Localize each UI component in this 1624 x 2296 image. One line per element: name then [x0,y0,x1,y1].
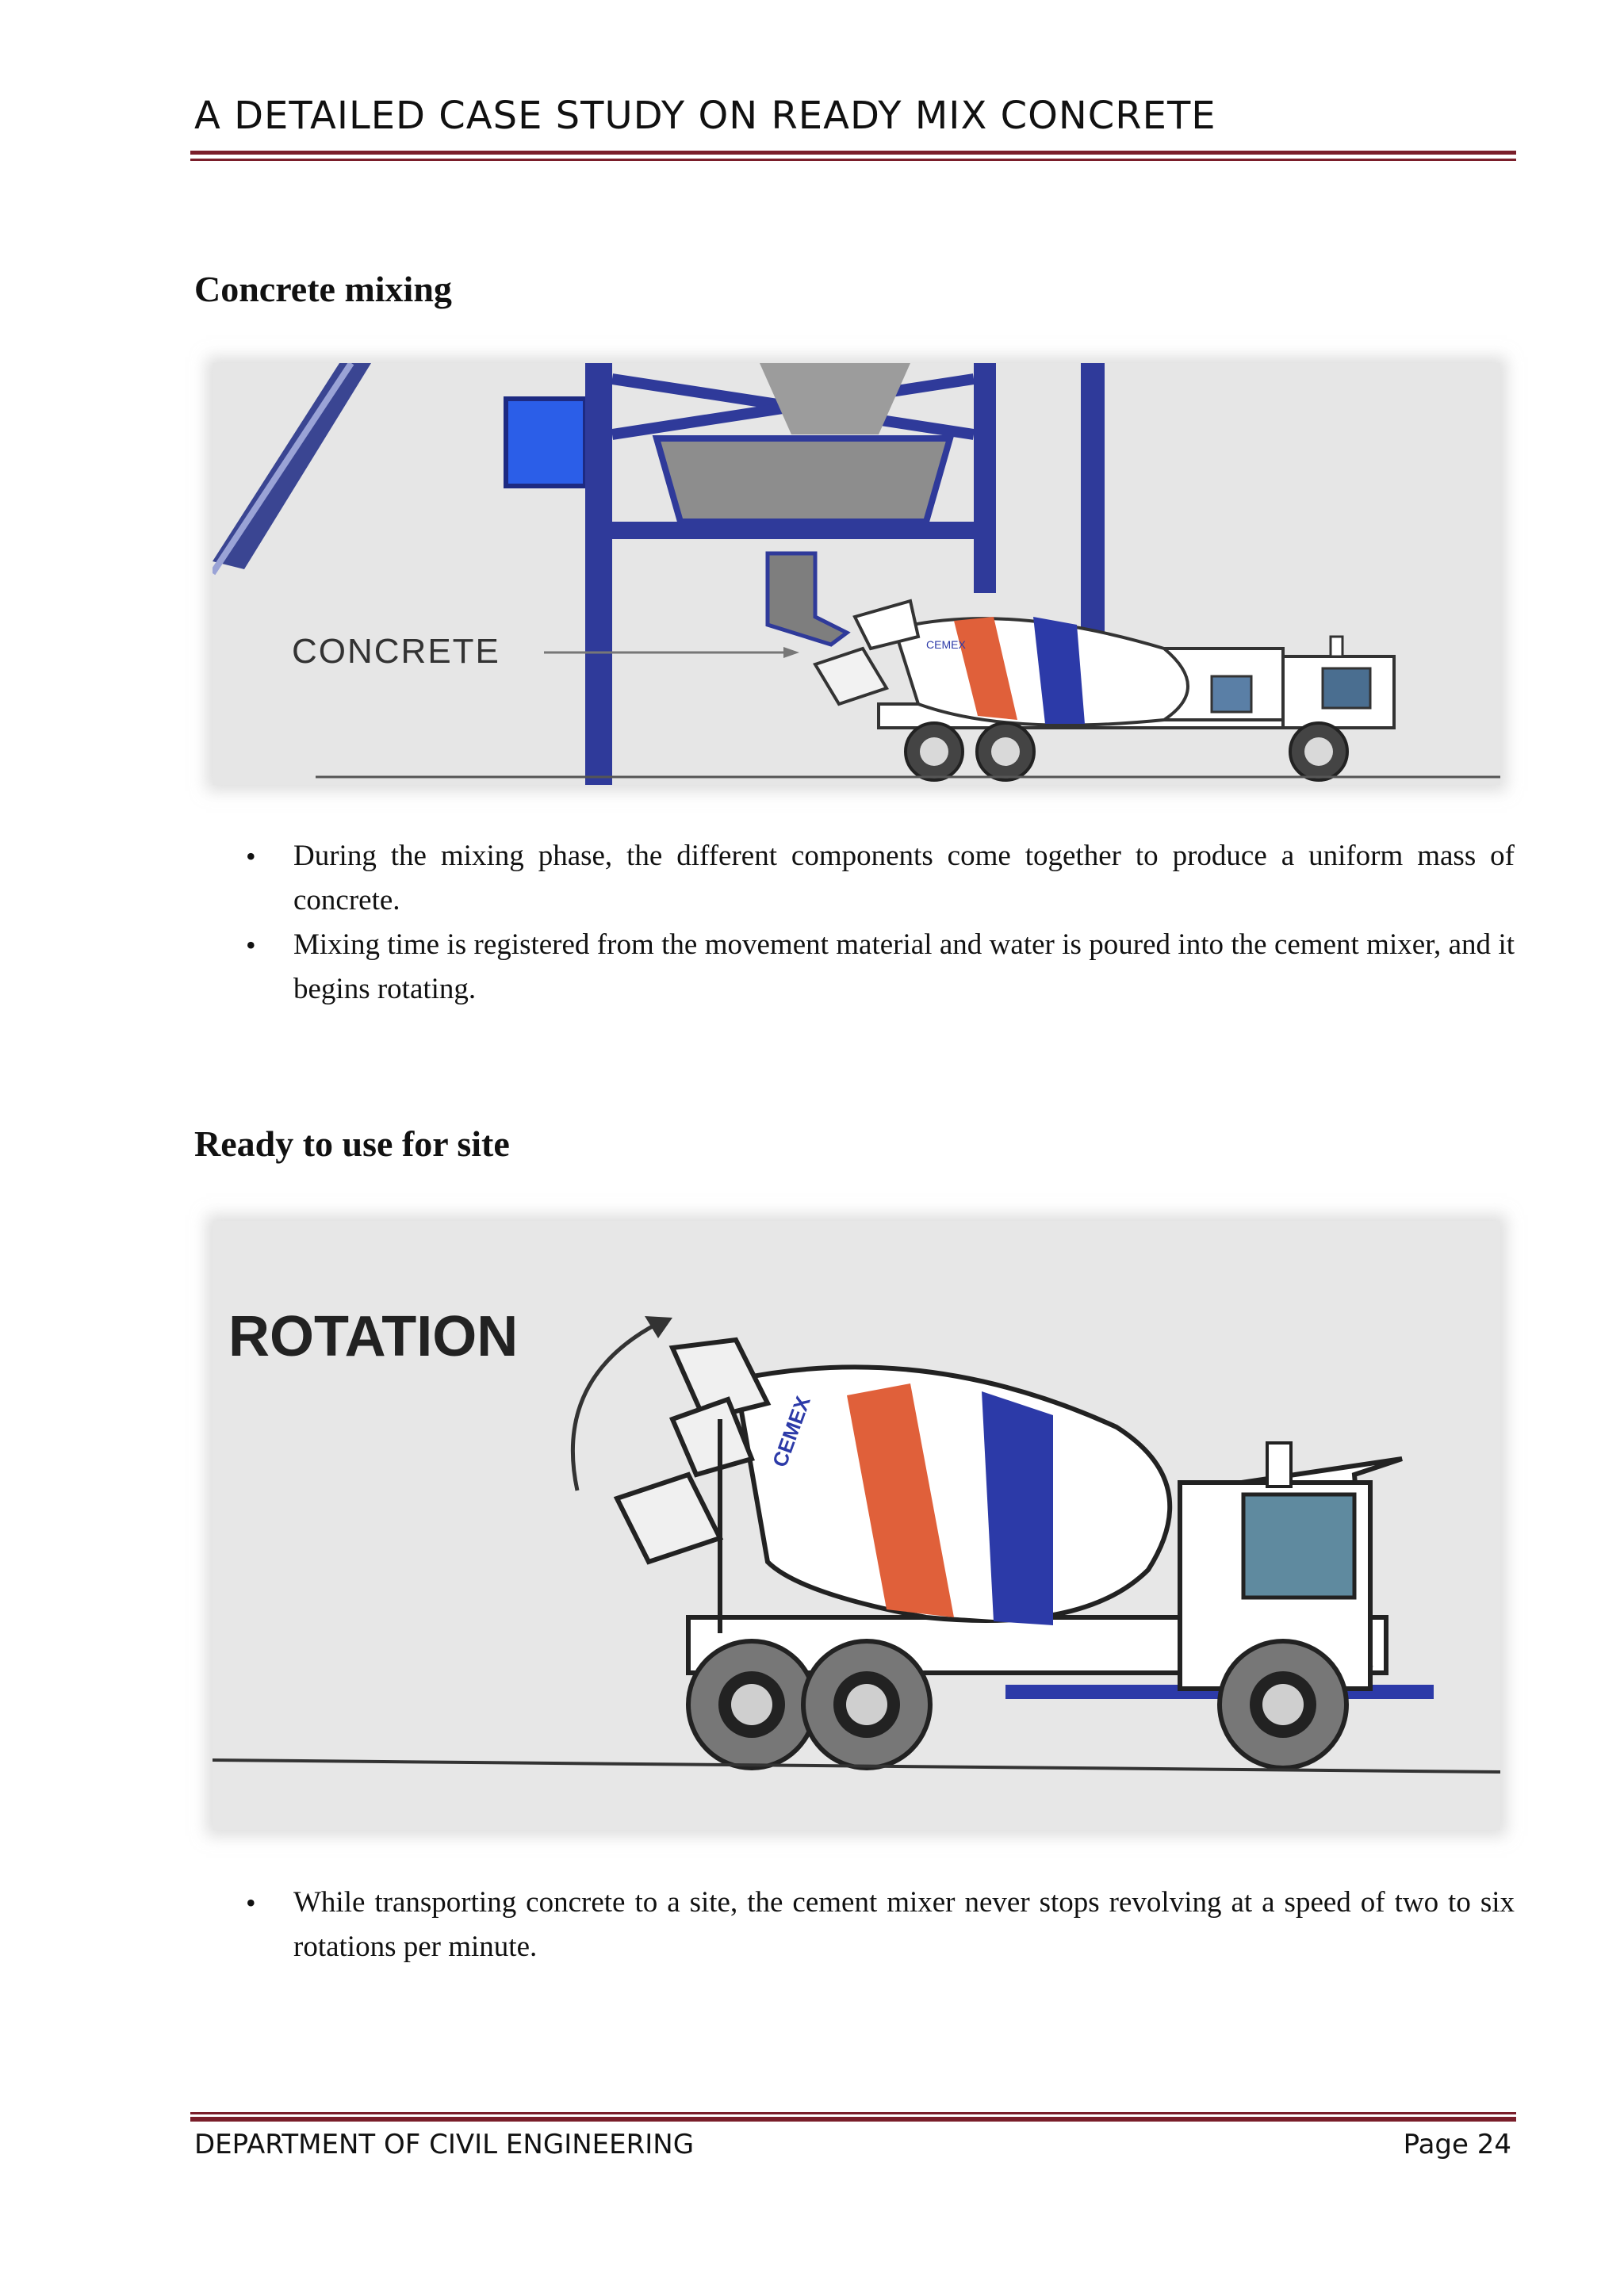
rotation-label: ROTATION [228,1305,519,1368]
figure-rotation [213,1221,1500,1830]
footer-department: DEPARTMENT OF CIVIL ENGINEERING [194,2129,695,2160]
footer-rule [190,2117,1516,2122]
figure-concrete-mixing [213,363,1500,785]
section-heading-ready-to-use: Ready to use for site [194,1123,510,1164]
list-item: • Mixing time is registered from the movement material and water is poured into the cement mixer, and it begins rotating. [238,923,1515,1012]
header-rule-thin [190,159,1516,161]
concrete-label: CONCRETE [292,632,500,671]
page-header-title: A DETAILED CASE STUDY ON READY MIX CONCRETE [194,94,1216,138]
footer-rule-thin [190,2112,1516,2114]
header-rule [190,151,1516,155]
list-item: • While transporting concrete to a site, the cement mixer never stops revolving at a speed of two to six rotations per minute. [238,1881,1515,1969]
bullet-list-ready-to-use [238,1881,1515,1969]
batching-plant-illustration [213,363,1500,785]
svg-text:CEMEX: CEMEX [926,638,966,651]
footer-page-number: Page 24 [1403,2129,1511,2160]
svg-text:CEMEX: CEMEX [768,1393,815,1471]
mixer-truck-illustration [213,1221,1500,1830]
section-heading-concrete-mixing: Concrete mixing [194,269,452,309]
bullet-list-concrete-mixing [238,834,1515,1012]
list-item: • During the mixing phase, the different components come together to produce a uniform mass of concrete. [238,834,1515,923]
